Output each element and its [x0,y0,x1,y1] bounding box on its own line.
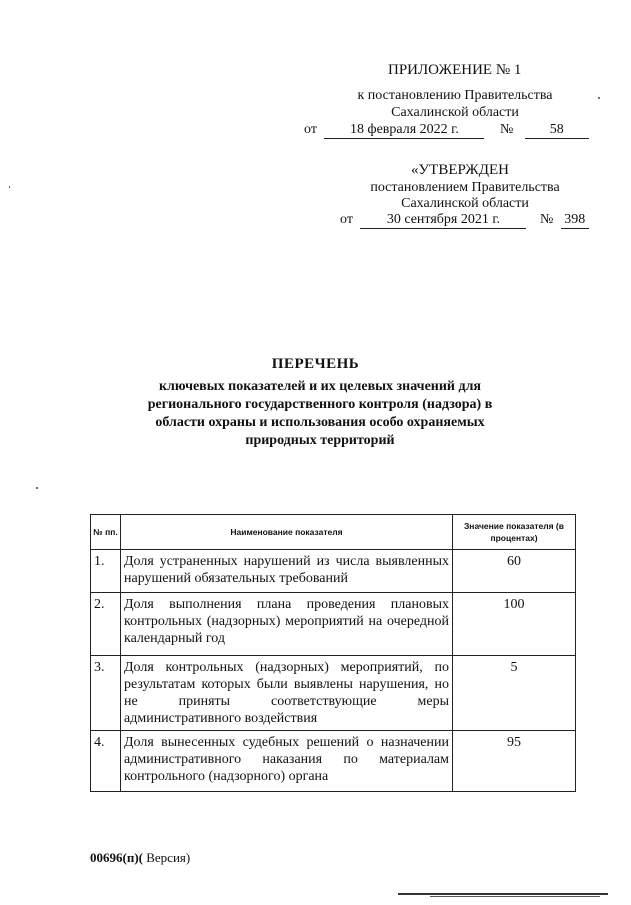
approved-number: 398 [561,212,589,229]
appendix-from-label: от [304,122,317,137]
kpi-table [90,514,576,792]
table-row [91,656,576,731]
row-num: 1. [91,550,121,593]
approved-order-line [340,212,589,229]
header-value: Значение показателя (в процентах) [453,515,576,550]
list-title: ПЕРЕЧЕНЬ [271,356,360,372]
table-row [91,593,576,656]
appendix-number: 58 [525,122,589,139]
approved-number-label: № [539,212,554,227]
row-name: Доля устраненных нарушений из числа выявленных нарушений обязательных требований [121,550,453,593]
appendix-order-line [304,122,589,139]
row-name: Доля вынесенных судебных решений о назначении административного наказания по материалам контрольного (надзорного) органа [121,731,453,792]
row-name: Доля выполнения плана проведения плановых контрольных (надзорных) мероприятий на очередной календарный год [121,593,453,656]
header-name: Наименование показателя [121,515,453,550]
approved-from-label: от [340,212,353,227]
table-row [91,731,576,792]
table-header-row [91,515,576,550]
row-value: 60 [453,550,576,593]
row-num: 3. [91,656,121,731]
list-subtitle [120,378,520,450]
appendix-number-label: № [499,122,514,137]
row-num: 4. [91,731,121,792]
document-version: Версия) [142,850,191,865]
approved-title: «УТВЕРЖДЕН [411,162,509,178]
appendix-line-2: Сахалинской области [391,105,519,120]
row-value: 95 [453,731,576,792]
scan-speck [598,97,600,99]
scan-speck [9,186,10,188]
subtitle-line: регионального государственного контроля (надзора) в [147,397,493,412]
row-name: Доля контрольных (надзорных) мероприятий, по результатам которых были выявлены нарушения, но не приняты соответствующие меры административного воздействия [121,656,453,731]
scan-artifact [430,896,600,897]
scan-speck [36,487,38,489]
document-code-id: 00696(п)( [90,850,143,865]
row-value: 100 [453,593,576,656]
appendix-date: 18 февраля 2022 г. [324,122,484,139]
header-num: № пп. [91,515,121,550]
approved-line-2: Сахалинской области [401,196,529,211]
appendix-line-1: к постановлению Правительства [357,88,553,103]
subtitle-line: природных территорий [245,433,395,448]
subtitle-line: ключевых показателей и их целевых значений для [158,379,482,394]
approved-line-1: постановлением Правительства [370,180,560,195]
row-value: 5 [453,656,576,731]
document-code [90,850,190,866]
row-num: 2. [91,593,121,656]
subtitle-line: области охраны и использования особо охраняемых [155,415,485,430]
table-row [91,550,576,593]
scan-artifact [398,893,608,895]
appendix-title: ПРИЛОЖЕНИЕ № 1 [388,62,522,78]
approved-date: 30 сентября 2021 г. [360,212,526,229]
